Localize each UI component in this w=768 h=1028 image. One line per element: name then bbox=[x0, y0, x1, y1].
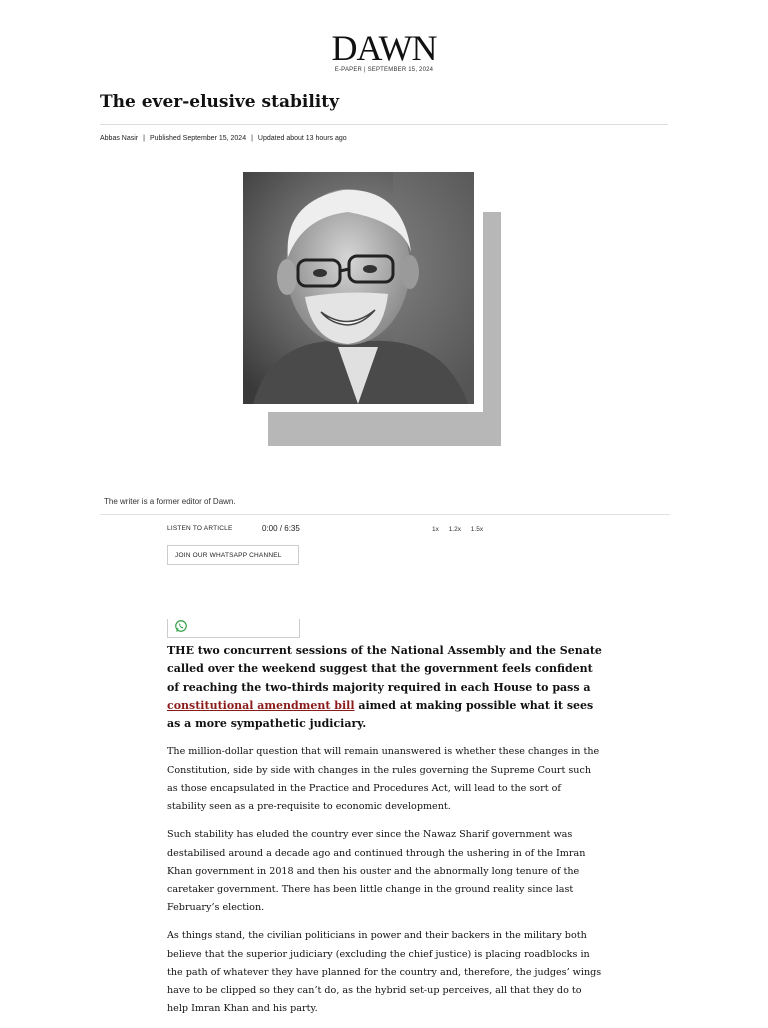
author-photo-frame bbox=[243, 172, 503, 448]
photo-frame-vertical bbox=[483, 212, 501, 446]
updated-date: Updated about 13 hours ago bbox=[257, 135, 347, 142]
playback-speeds bbox=[432, 526, 491, 533]
body-paragraph: The million-dollar question that will remain unanswered is whether these changes in the Constitution, side by side with changes in the rules governing the Supreme Court such as those encapsulated in the Practice and Procedures Act, will lead to the sort of stability seen as a pre-requisite to economic development. bbox=[167, 746, 600, 813]
photo-frame-horizontal bbox=[268, 412, 501, 446]
article-body bbox=[167, 642, 603, 1028]
masthead bbox=[0, 30, 768, 73]
body-paragraph: Such stability has eluded the country ever since the Nawaz Sharif government was destabilised around a decade ago and continued through the ushering in of the Imran Khan government in 2018 and then his ouster and the abnormally long tenure of the caretaker government. There has been little change in the ground reality since last February’s election. bbox=[167, 829, 586, 914]
divider bbox=[100, 124, 668, 125]
join-whatsapp-channel-button[interactable]: JOIN OUR WHATSAPP CHANNEL bbox=[167, 545, 299, 565]
speed-1x[interactable]: 1x bbox=[432, 526, 439, 533]
audio-time: 0:00 / 6:35 bbox=[262, 524, 300, 533]
author-photo bbox=[243, 172, 474, 404]
constitutional-amendment-bill-link[interactable]: constitutional amendment bill bbox=[167, 698, 355, 712]
author-name[interactable]: Abbas Nasir bbox=[100, 135, 139, 142]
dawn-logo[interactable]: DAWN bbox=[331, 28, 437, 68]
body-paragraph: As things stand, the civilian politicians in power and their backers in the military both believe that the superior judiciary (excluding the chief justice) is placing roadblocks in the path of whatever they have planned for the country and, therefore, the judges’ wings have to be clipped so they can’t do, as the hybrid set-up perceives, all that they do to help Imran Khan and his party. bbox=[167, 930, 602, 1015]
epaper-date: E-PAPER | SEPTEMBER 15, 2024 bbox=[334, 67, 434, 73]
photo-caption: The writer is a former editor of Dawn. bbox=[104, 497, 236, 506]
lead-paragraph: THE two concurrent sessions of the National Assembly and the Senate called over the weekend suggest that the government feels confident of reaching the two-thirds majority required in each House to pass a constitutional amendment bill aimed at making possible what it sees as a more sympathetic judiciary. bbox=[167, 644, 602, 731]
article-headline: The ever-elusive stability bbox=[100, 92, 339, 112]
whatsapp-icon[interactable] bbox=[174, 619, 188, 633]
speed-1-5x[interactable]: 1.5x bbox=[470, 526, 484, 533]
speed-1-2x[interactable]: 1.2x bbox=[448, 526, 461, 533]
whatsapp-share-box[interactable] bbox=[167, 619, 300, 638]
divider bbox=[100, 514, 670, 515]
listen-to-article-label[interactable]: LISTEN TO ARTICLE bbox=[167, 525, 233, 532]
byline: Abbas Nasir | Published September 15, 2024 | Updated about 13 hours ago bbox=[100, 135, 347, 142]
published-date: Published September 15, 2024 bbox=[149, 135, 247, 142]
